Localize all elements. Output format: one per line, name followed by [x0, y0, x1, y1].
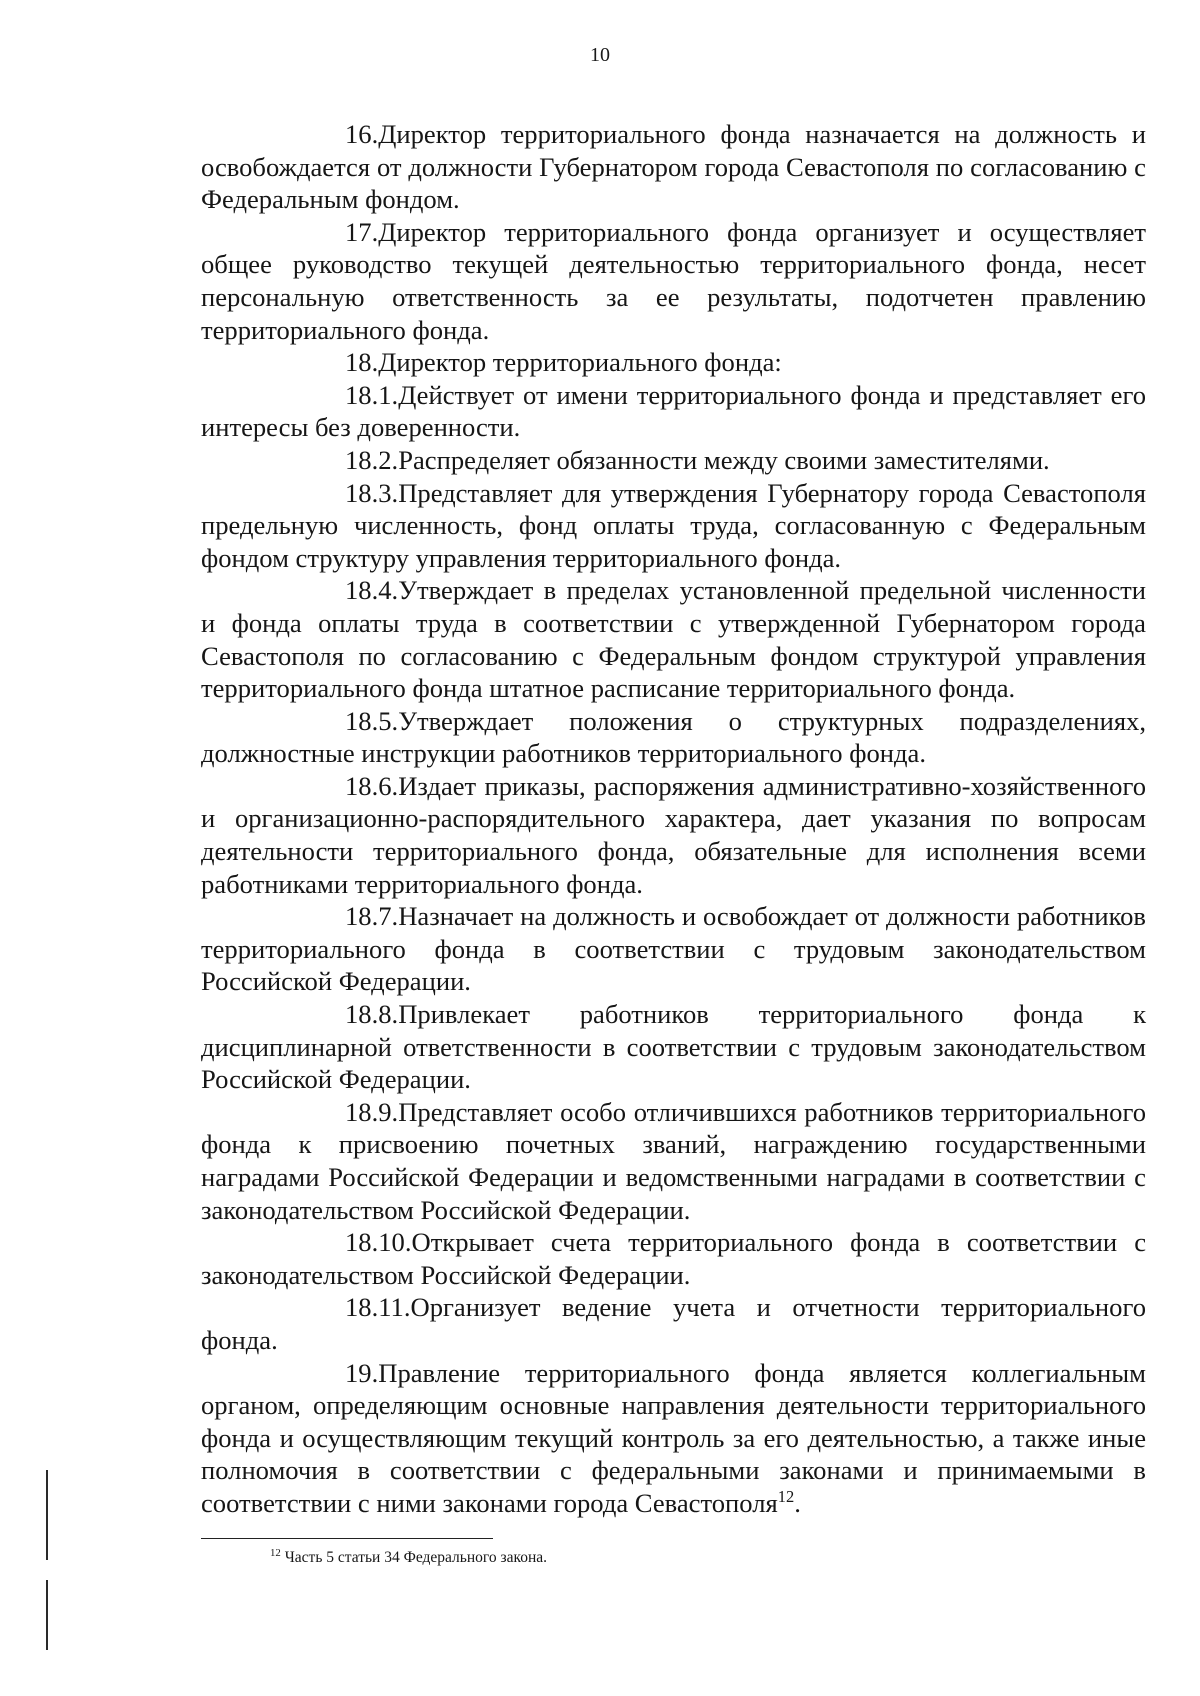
paragraph-text: Правление территориального фонда является коллегиальным органом, определяющим основные направления деятельности территориального фонда и осуществляющим текущий контроль за его деятельностью, а также иные полномочия в соответствии с федеральными законами и принимаемыми в соответствии с ними законами города Севастополя — [201, 1357, 1146, 1518]
paragraph-text: Действует от имени территориального фонда и представляет его интересы без доверенности. — [201, 379, 1146, 443]
paragraph-18-5 — [201, 705, 1146, 770]
paragraph-text: Открывает счета территориального фонда в соответствии с законодательством Российской Федерации. — [201, 1227, 1146, 1290]
paragraph-number: 18.7. — [345, 901, 399, 932]
paragraph-text: Привлекает работников территориального фонда к дисциплинарной ответственности в соответствии с трудовым законодательством Российской Федерации. — [201, 999, 1146, 1095]
footnote-reference: 12 — [777, 1487, 795, 1507]
paragraph-text: Распределяет обязанности между своими заместителями. — [398, 444, 1050, 475]
paragraph-16 — [201, 118, 1146, 216]
paragraph-19 — [201, 1357, 1146, 1520]
paragraph-number: 18.11. — [345, 1292, 411, 1323]
paragraph-18-11 — [201, 1291, 1146, 1356]
paragraph-number: 18.8. — [345, 999, 399, 1030]
paragraph-text: Директор территориального фонда назначается на должность и освобождается от должности Губернатором города Севастополя по согласованию с Федеральным фондом. — [201, 119, 1146, 215]
paragraph-18-2 — [201, 444, 1146, 477]
paragraph-18-3 — [201, 477, 1146, 575]
paragraph-18-9 — [201, 1096, 1146, 1226]
paragraph-number: 18.9. — [345, 1096, 399, 1127]
paragraph-18 — [201, 346, 1146, 379]
paragraph-number: 17. — [345, 216, 379, 247]
footnote-separator — [201, 1538, 493, 1539]
paragraph-text: Представляет для утверждения Губернатору города Севастополя предельную численность, фонд оплаты труда, согласованную с Федеральным фондом структуру управления территориального фонда. — [201, 477, 1146, 573]
footnote — [270, 1548, 547, 1568]
paragraph-18-4 — [201, 574, 1146, 704]
paragraph-18-8 — [201, 998, 1146, 1096]
paragraph-18-6 — [201, 770, 1146, 900]
paragraph-number: 18.5. — [345, 705, 399, 736]
paragraph-number: 18. — [345, 347, 379, 378]
paragraph-tail: . — [794, 1487, 801, 1518]
paragraph-text: Представляет особо отличившихся работников территориального фонда к присвоению почетных званий, награждению государственными наградами Российской Федерации и ведомственными наградами в соответствии с законодательством Российской Федерации. — [201, 1096, 1146, 1225]
paragraph-number: 18.6. — [345, 770, 399, 801]
paragraph-18-1 — [201, 379, 1146, 444]
paragraph-number: 18.4. — [345, 575, 399, 606]
paragraph-18-10 — [201, 1226, 1146, 1291]
paragraph-text: Назначает на должность и освобождает от должности работников территориального фонда в соответствии с трудовым законодательством Российской Федерации. — [201, 901, 1146, 997]
paragraph-text: Издает приказы, распоряжения административно-хозяйственного и организационно-распорядительного характера, дает указания по вопросам деятельности территориального фонда, обязательные для исполнения всеми работниками территориального фонда. — [201, 770, 1146, 899]
page-number: 10 — [590, 44, 610, 66]
paragraph-text: Утверждает в пределах установленной предельной численности и фонда оплаты труда в соответствии с утвержденной Губернатором города Севастополя по согласованию с Федеральным фондом структурой управления территориального фонда штатное расписание территориального фонда. — [201, 575, 1146, 704]
paragraph-text: Утверждает положения о структурных подразделениях, должностные инструкции работников территориального фонда. — [201, 705, 1146, 769]
footnote-marker: 12 — [270, 1546, 281, 1559]
paragraph-text: Организует ведение учета и отчетности территориального фонда. — [201, 1292, 1146, 1355]
scan-margin-line — [46, 1470, 48, 1560]
paragraph-text: Директор территориального фонда: — [378, 347, 782, 378]
paragraph-17 — [201, 216, 1146, 346]
paragraph-text: Директор территориального фонда организует и осуществляет общее руководство текущей деятельностью территориального фонда, несет персональную ответственность за ее результаты, подотчетен правлению территориального фонда. — [201, 216, 1146, 345]
scan-margin-line — [46, 1580, 48, 1650]
paragraph-number: 19. — [345, 1357, 379, 1388]
paragraph-number: 18.1. — [345, 379, 399, 410]
paragraph-number: 16. — [345, 119, 379, 149]
paragraph-number: 18.10. — [345, 1227, 412, 1258]
paragraph-number: 18.3. — [345, 477, 399, 508]
paragraph-18-7 — [201, 900, 1146, 998]
document-body — [201, 118, 1146, 1520]
footnote-text: Часть 5 статьи 34 Федерального закона. — [284, 1549, 548, 1566]
paragraph-number: 18.2. — [345, 444, 399, 475]
